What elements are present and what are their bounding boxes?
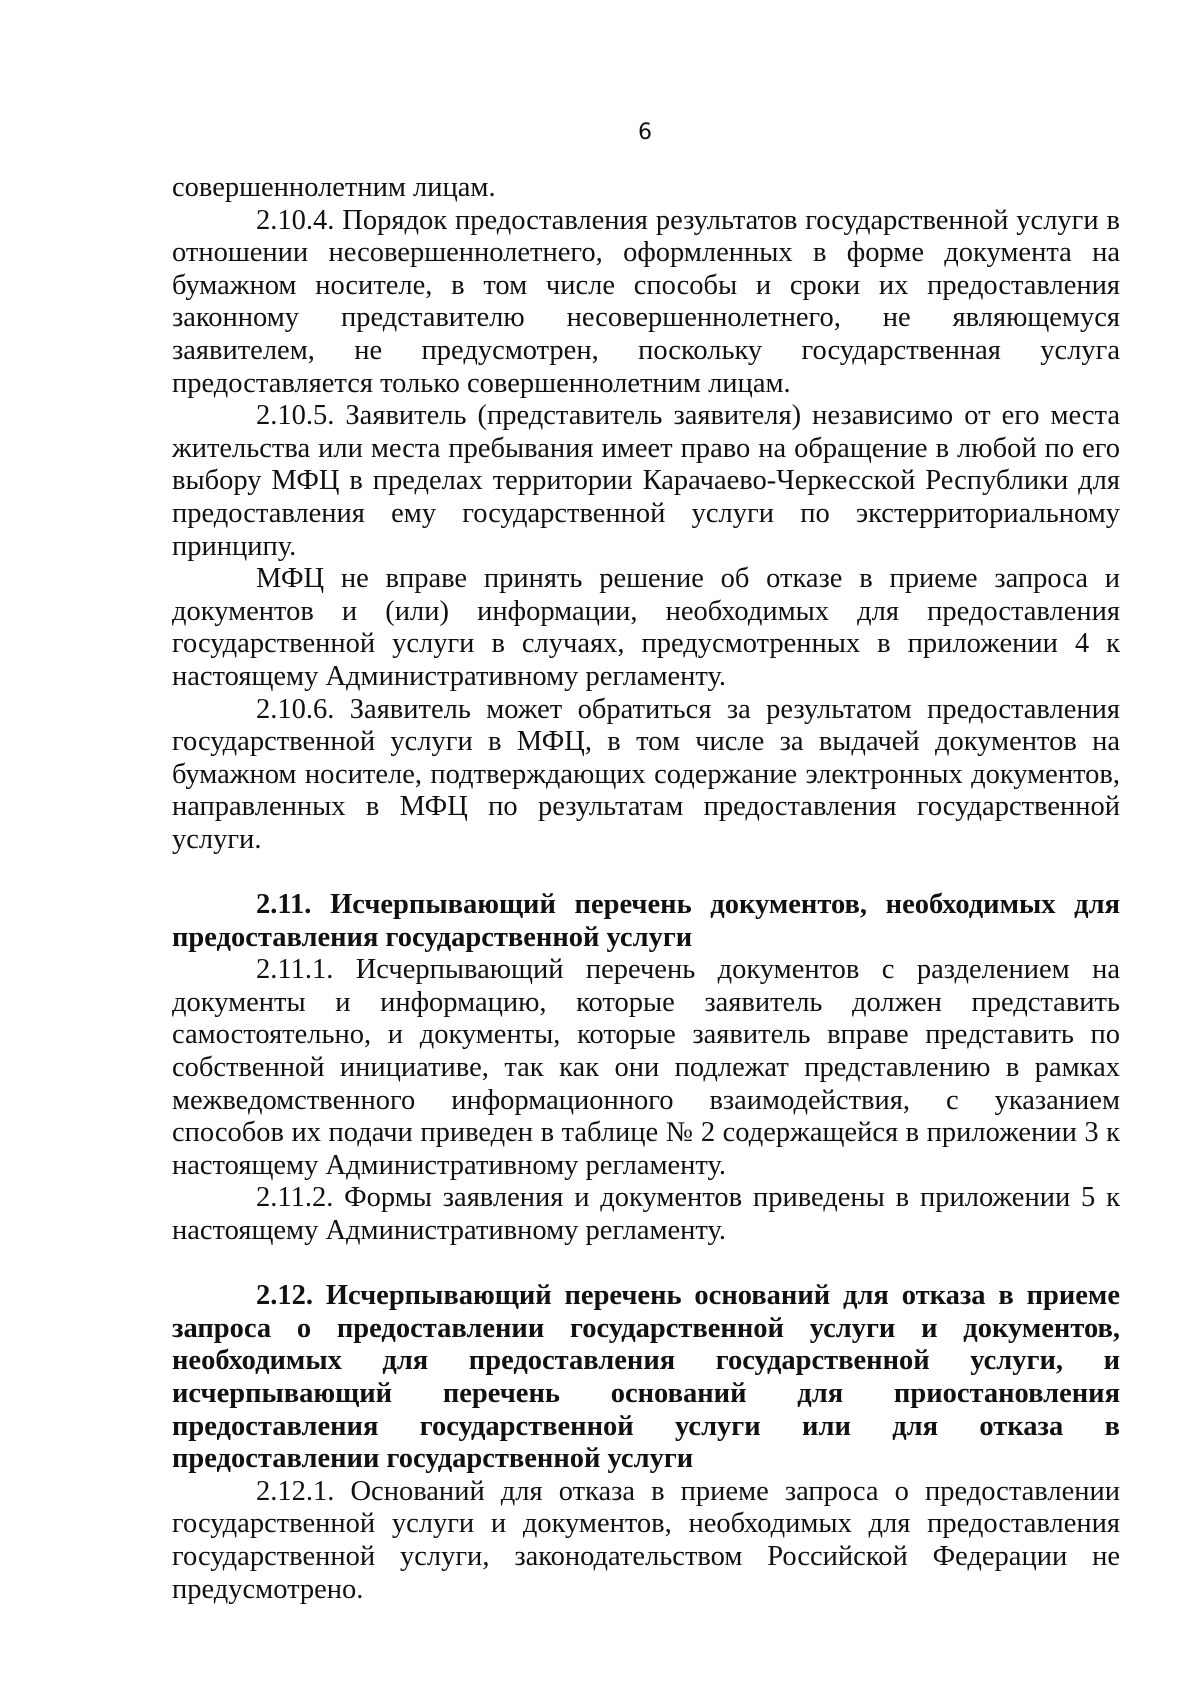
paragraph-2-10-5: 2.10.5. Заявитель (представитель заявителя) независимо от его места жительства или места пребывания имеет право на обращение в любой по его выбору МФЦ в пределах территории Карачаево-Черкесской Республики для предоставления ему государственной услуги по экстерриториальному принципу. <box>172 400 1120 562</box>
section-heading-2-12: 2.12. Исчерпывающий перечень оснований для отказа в приеме запроса о предоставлении государственной услуги и документов, необходимых для предоставления государственной услуги, и исчерпывающий перечень оснований для приостановления предоставления государственной услуги или для отказа в предоставлении государственной услуги <box>172 1280 1120 1475</box>
document-body <box>172 172 1120 1606</box>
section-heading-2-11: 2.11. Исчерпывающий перечень документов, необходимых для предоставления государственной услуги <box>172 889 1120 953</box>
paragraph-2-11-2: 2.11.2. Формы заявления и документов приведены в приложении 5 к настоящему Административному регламенту. <box>172 1182 1120 1246</box>
section-spacer <box>172 1248 1120 1281</box>
paragraph-mfc-refusal: МФЦ не вправе принять решение об отказе в приеме запроса и документов и (или) информации, необходимых для предоставления государственной услуги в случаях, предусмотренных в приложении 4 к настоящему Административному регламенту. <box>172 563 1120 692</box>
page-number: 6 <box>638 120 652 145</box>
paragraph-2-11-1: 2.11.1. Исчерпывающий перечень документов с разделением на документы и информацию, которые заявитель должен представить самостоятельно, и документы, которые заявитель вправе представить по собственной инициативе, так как они подлежат представлению в рамках межведомственного информационного взаимодействия, с указанием способов их подачи приведен в таблице № 2 содержащейся в приложении 3 к настоящему Административному регламенту. <box>172 954 1120 1181</box>
paragraph-2-10-4: 2.10.4. Порядок предоставления результатов государственной услуги в отношении несовершеннолетнего, оформленных в форме документа на бумажном носителе, в том числе способы и сроки их предоставления законному представителю несовершеннолетнего, не являющемуся заявителем, не предусмотрен, поскольку государственная услуга предоставляется только совершеннолетним лицам. <box>172 204 1120 399</box>
paragraph-continuation: совершеннолетним лицам. <box>172 172 496 203</box>
section-spacer <box>172 856 1120 889</box>
paragraph-2-10-6: 2.10.6. Заявитель может обратиться за результатом предоставления государственной услуги в МФЦ, в том числе за выдачей документов на бумажном носителе, подтверждающих содержание электронных документов, направленных в МФЦ по результатам предоставления государственной услуги. <box>172 693 1120 855</box>
paragraph-2-12-1: 2.12.1. Оснований для отказа в приеме запроса о предоставлении государственной услуги и документов, необходимых для предоставления государственной услуги, законодательством Российской Федерации не предусмотрено. <box>172 1475 1120 1605</box>
